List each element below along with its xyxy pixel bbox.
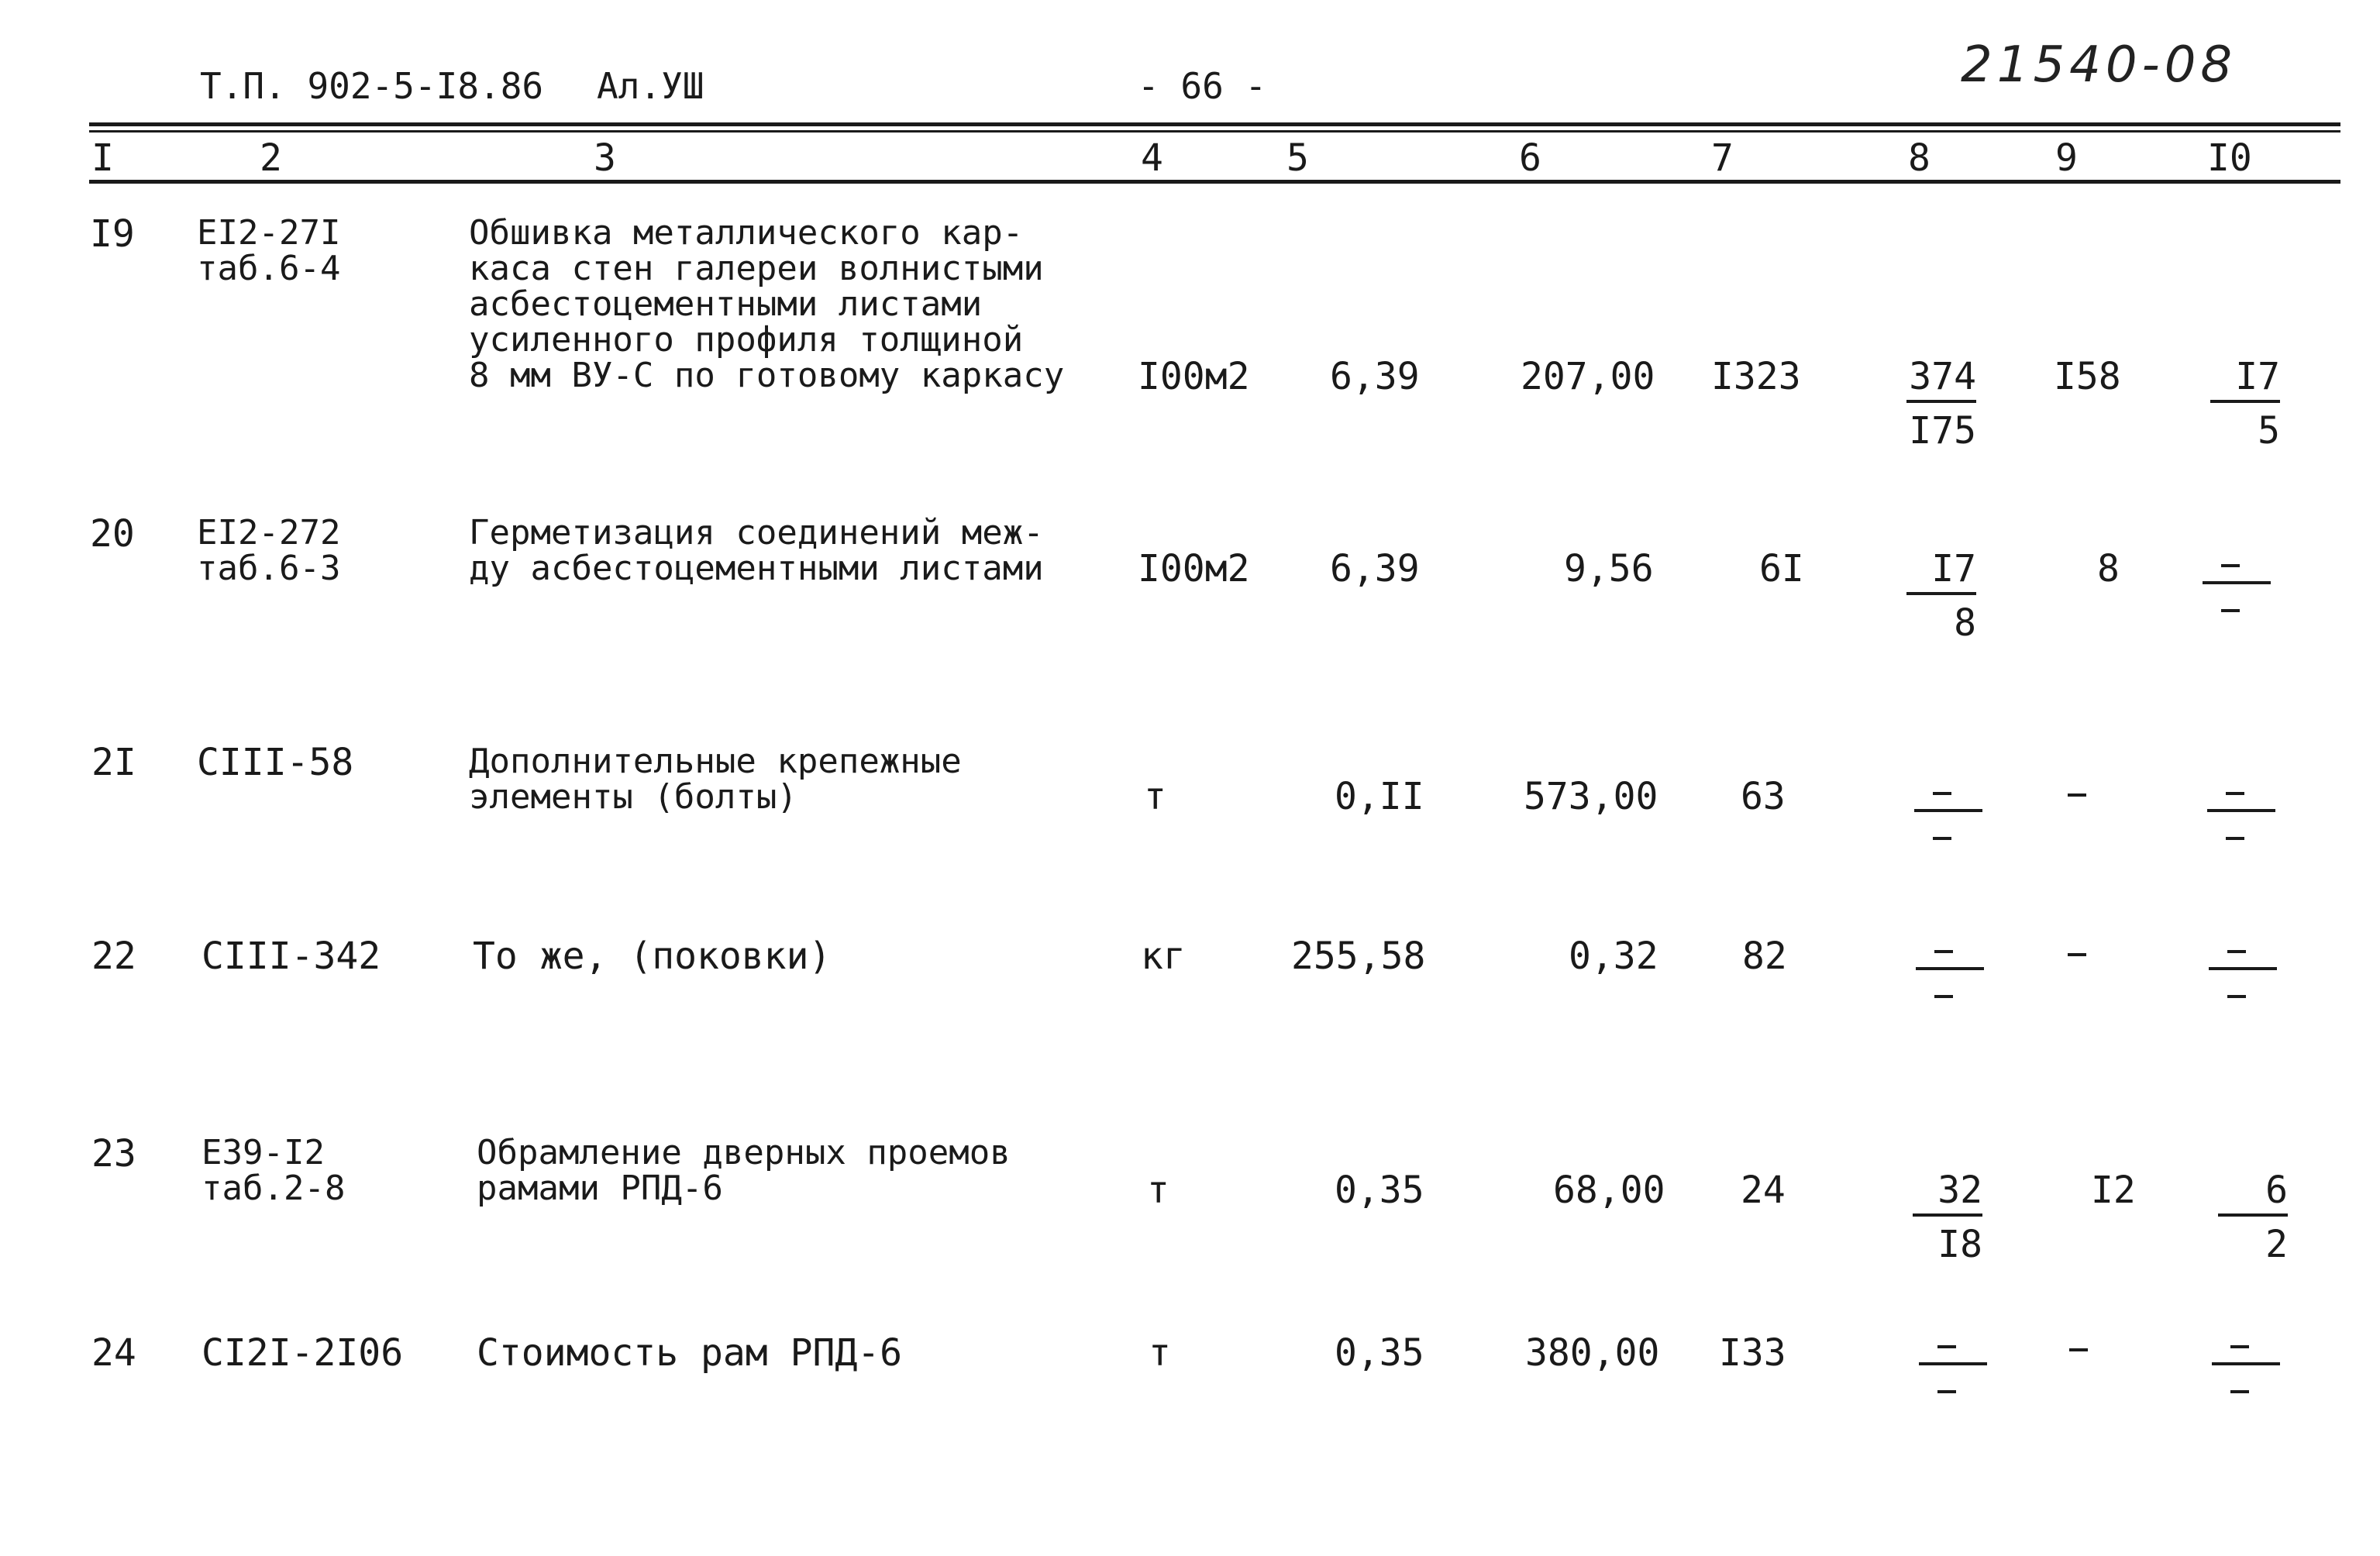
column-9-dash xyxy=(2069,1348,2088,1351)
fraction-bar xyxy=(2203,581,2271,584)
norm-code: EI2-27I таб.6-4 xyxy=(197,213,341,288)
fraction-bar xyxy=(2207,809,2275,812)
unit-of-measure: I00м2 xyxy=(1138,355,1250,398)
unit-price: 9,56 xyxy=(1564,547,1654,590)
inventory-stamp: 21540-08 xyxy=(1961,36,2237,94)
total-cost: 6I xyxy=(1759,547,1804,590)
fraction-bottom: I8 xyxy=(1937,1223,1982,1266)
fraction-bar xyxy=(2212,1362,2280,1365)
album-number: Ал.УШ xyxy=(597,65,704,107)
norm-code: E39-I2 таб.2-8 xyxy=(201,1133,346,1208)
fraction-bottom: 5 xyxy=(2258,409,2280,453)
unit-of-measure: т xyxy=(1144,775,1166,818)
work-description: Обрамление дверных проемов рамами РПД-6 xyxy=(477,1133,1011,1208)
quantity: 6,39 xyxy=(1330,547,1420,590)
dash xyxy=(1937,1390,1956,1393)
unit-price: 380,00 xyxy=(1525,1331,1660,1375)
quantity: 255,58 xyxy=(1291,935,1426,978)
column-8-fraction xyxy=(1891,547,1976,645)
fraction-bottom: 8 xyxy=(1954,601,1976,645)
page-number: - 66 - xyxy=(1138,65,1267,107)
dash xyxy=(2221,564,2240,567)
column-8-fraction xyxy=(1897,1169,1982,1266)
column-number-8: 8 xyxy=(1908,136,1931,180)
column-9-value: I58 xyxy=(2054,355,2121,398)
column-number-4: 4 xyxy=(1141,136,1163,180)
unit-of-measure: т xyxy=(1147,1169,1169,1212)
dash xyxy=(2221,609,2240,612)
work-description: Дополнительные крепежные элементы (болты) xyxy=(469,742,962,817)
work-description: Обшивка металлического кар- каса стен галереи волнистыми асбестоцементными листами усиленного профиля толщиной 8 мм ВУ-С по готовому каркасу xyxy=(469,213,1065,395)
unit-of-measure: I00м2 xyxy=(1138,547,1250,590)
norm-code: CIII-58 xyxy=(197,741,354,784)
row-number: 2I xyxy=(91,741,136,784)
header-rule-top xyxy=(89,122,2340,126)
dash xyxy=(1933,837,1951,840)
fraction-bar xyxy=(2209,967,2277,970)
column-header-rule xyxy=(89,180,2340,184)
fraction-bar xyxy=(1916,967,1984,970)
column-number-2: 2 xyxy=(260,136,282,180)
column-9-value: 8 xyxy=(2097,547,2120,590)
unit-of-measure: кг xyxy=(1141,935,1186,978)
fraction-top: 32 xyxy=(1937,1169,1982,1212)
fraction-bottom: I75 xyxy=(1909,409,1976,453)
quantity: 0,35 xyxy=(1335,1169,1424,1212)
norm-code: CIII-342 xyxy=(201,935,381,978)
quantity: 0,35 xyxy=(1335,1331,1424,1375)
fraction-top: I7 xyxy=(2235,355,2280,398)
column-9-value: I2 xyxy=(2091,1169,2136,1212)
fraction-top: 6 xyxy=(2265,1169,2288,1212)
unit-of-measure: т xyxy=(1149,1331,1171,1375)
quantity: 6,39 xyxy=(1330,355,1420,398)
unit-price: 0,32 xyxy=(1569,935,1658,978)
fraction-top: 374 xyxy=(1909,355,1976,398)
total-cost: I33 xyxy=(1719,1331,1786,1375)
work-description: То же, (поковки) xyxy=(473,935,832,978)
column-number-6: 6 xyxy=(1519,136,1541,180)
dash xyxy=(2226,837,2244,840)
column-10-fraction xyxy=(2195,355,2280,453)
dash xyxy=(2230,1345,2249,1348)
fraction-bar xyxy=(1919,1362,1987,1365)
document-reference: Т.П. 902-5-I8.86 xyxy=(200,65,544,107)
column-8-fraction xyxy=(1891,355,1976,453)
fraction-bar xyxy=(1914,809,1982,812)
dash xyxy=(2227,995,2246,998)
column-9-dash xyxy=(2068,793,2086,797)
dash xyxy=(2227,950,2246,953)
dash xyxy=(1937,1345,1956,1348)
unit-price: 68,00 xyxy=(1553,1169,1665,1212)
column-number-7: 7 xyxy=(1711,136,1734,180)
row-number: I9 xyxy=(90,212,135,256)
dash xyxy=(2226,792,2244,795)
dash xyxy=(1934,995,1953,998)
column-number-9: 9 xyxy=(2055,136,2078,180)
row-number: 22 xyxy=(91,935,136,978)
column-number-1: I xyxy=(91,136,114,180)
unit-price: 573,00 xyxy=(1524,775,1658,818)
work-description: Герметизация соединений меж- ду асбестоцементными листами xyxy=(469,513,1044,588)
total-cost: I323 xyxy=(1711,355,1801,398)
header-rule-top-thin xyxy=(89,130,2340,133)
column-number-10: I0 xyxy=(2207,136,2252,180)
unit-price: 207,00 xyxy=(1521,355,1655,398)
row-number: 23 xyxy=(91,1132,136,1176)
norm-code: CI2I-2I06 xyxy=(201,1331,404,1375)
quantity: 0,II xyxy=(1335,775,1424,818)
dash xyxy=(1934,950,1953,953)
row-number: 20 xyxy=(90,512,135,556)
column-number-5: 5 xyxy=(1286,136,1309,180)
dash xyxy=(2230,1390,2249,1393)
norm-code: EI2-272 таб.6-3 xyxy=(197,513,341,588)
work-description: Стоимость рам РПД-6 xyxy=(477,1331,903,1375)
row-number: 24 xyxy=(91,1331,136,1375)
column-9-dash xyxy=(2068,953,2086,956)
column-number-3: 3 xyxy=(594,136,616,180)
dash xyxy=(1933,792,1951,795)
column-10-fraction xyxy=(2203,1169,2288,1266)
total-cost: 82 xyxy=(1742,935,1787,978)
fraction-top: I7 xyxy=(1931,547,1976,590)
total-cost: 63 xyxy=(1741,775,1786,818)
total-cost: 24 xyxy=(1741,1169,1786,1212)
fraction-bottom: 2 xyxy=(2265,1223,2288,1266)
